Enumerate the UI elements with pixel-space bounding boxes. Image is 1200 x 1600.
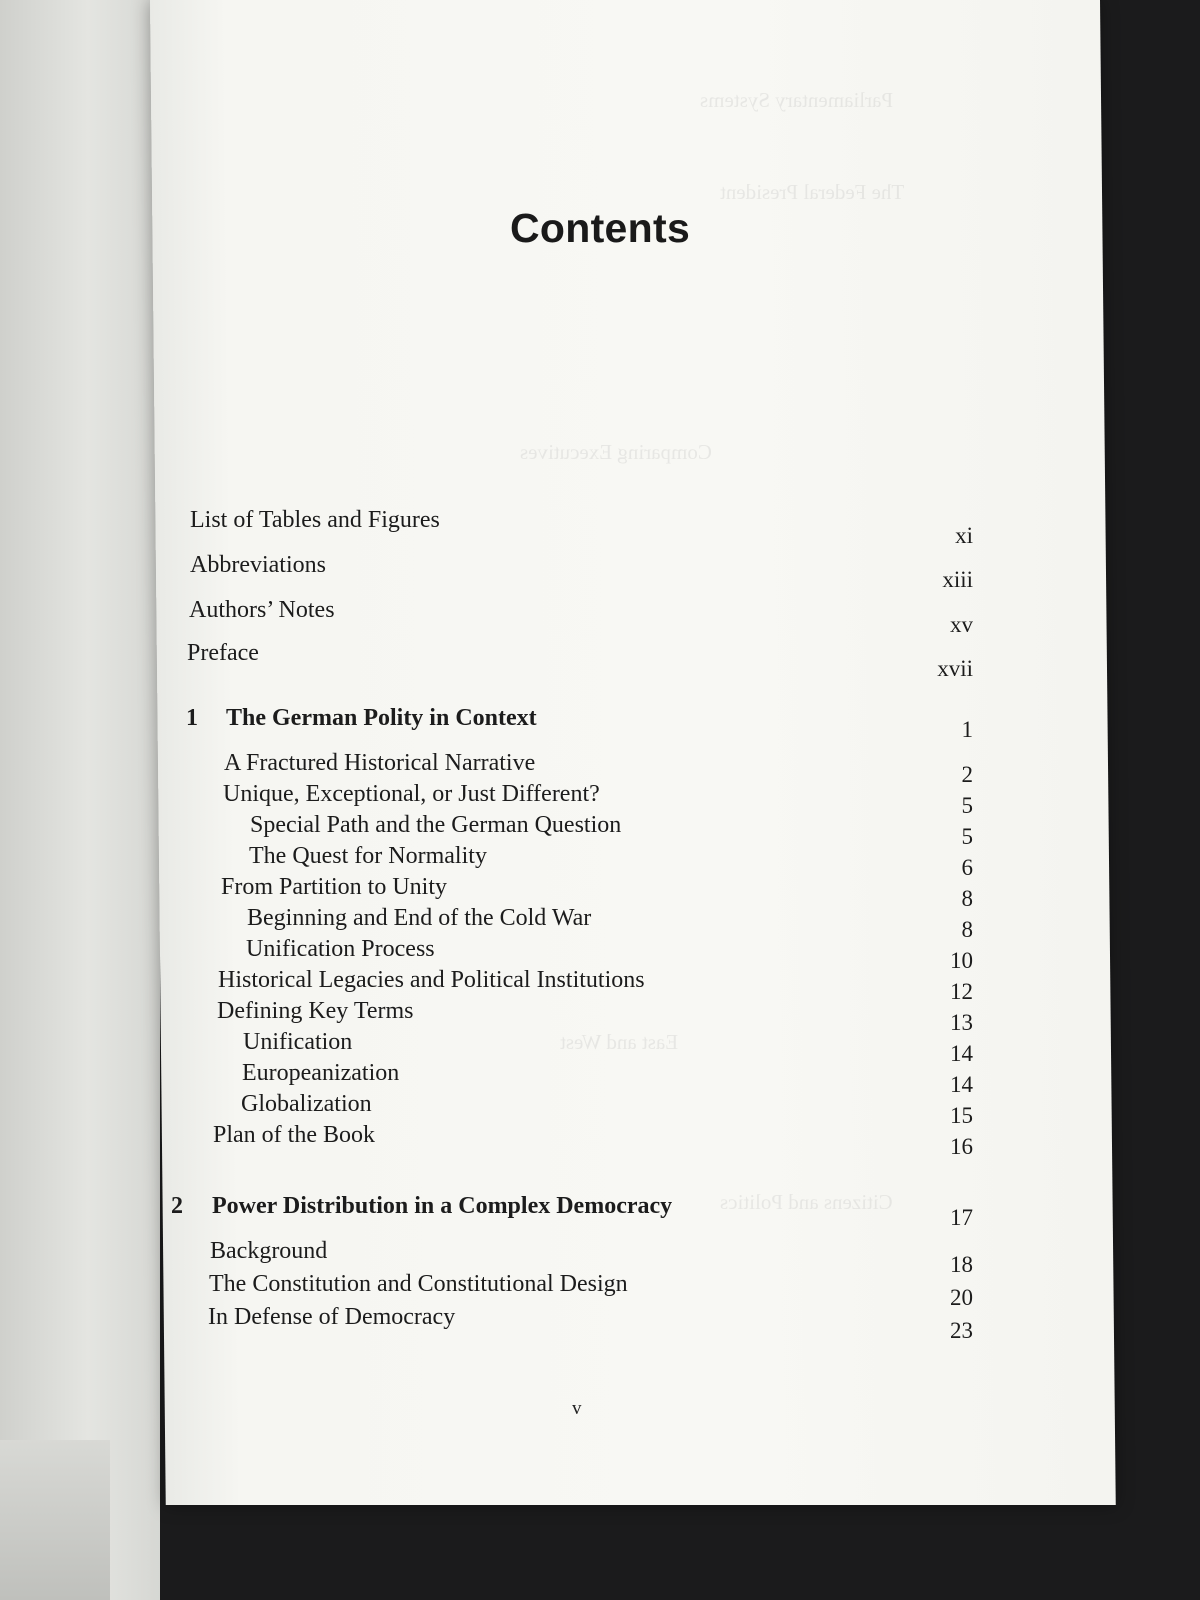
toc-entry-title: Unique, Exceptional, or Just Different? <box>223 781 600 807</box>
toc-entry-page: 12 <box>950 979 973 1004</box>
toc-entry-page: 2 <box>961 762 973 787</box>
toc-entry-title: Special Path and the German Question <box>250 812 622 838</box>
toc-entry-page: 5 <box>961 824 973 849</box>
toc-entry-title: Plan of the Book <box>213 1122 375 1148</box>
toc-entry-title: In Defense of Democracy <box>208 1304 456 1330</box>
toc-entry-page: 8 <box>961 917 973 942</box>
toc-entry-page: 18 <box>950 1252 973 1277</box>
chapter-number: 1 <box>186 705 198 731</box>
toc-entry-page: xi <box>955 523 973 548</box>
toc-entry-title: Globalization <box>241 1091 372 1117</box>
page-number: v <box>572 1398 582 1419</box>
toc-entry-page: 10 <box>950 948 973 973</box>
chapter-title: The German Polity in Context <box>226 705 537 731</box>
chapter-number: 2 <box>171 1193 183 1219</box>
toc-entry-title: Europeanization <box>242 1060 400 1086</box>
toc-entry-title: Preface <box>187 640 259 666</box>
chapter-title: Power Distribution in a Complex Democracy <box>212 1193 673 1219</box>
toc-entry-title: From Partition to Unity <box>221 874 448 900</box>
toc-entry-page: 5 <box>961 793 973 818</box>
page-title: Contents <box>510 205 691 251</box>
toc-entry-page: xiii <box>942 567 973 592</box>
toc-entry-title: A Fractured Historical Narrative <box>224 750 536 776</box>
toc-entry-page: 23 <box>950 1318 973 1343</box>
toc-entry-title: Unification Process <box>246 936 435 962</box>
toc-entry-page: 16 <box>950 1134 973 1159</box>
toc-entry-title: Defining Key Terms <box>217 998 414 1024</box>
toc-entry-page: 13 <box>950 1010 973 1035</box>
toc-entry-page: 14 <box>950 1072 973 1097</box>
toc-entry-page: 8 <box>961 886 973 911</box>
toc-entry-title: Abbreviations <box>190 552 326 578</box>
toc-entry-page: 1 <box>961 717 973 742</box>
toc-entry-page: xv <box>950 612 973 637</box>
toc-entry-title: Authors’ Notes <box>189 597 335 623</box>
toc-entry-page: 17 <box>950 1205 973 1230</box>
toc-entry-title: Beginning and End of the Cold War <box>247 905 592 931</box>
toc-entry-title: The Quest for Normality <box>249 843 487 869</box>
toc-entry-page: 20 <box>950 1285 973 1310</box>
toc-entry-title: Background <box>210 1238 328 1264</box>
toc-entry-page: 14 <box>950 1041 973 1066</box>
toc-entry-title: Historical Legacies and Political Institutions <box>218 967 645 993</box>
toc-entry-title: Unification <box>243 1029 353 1055</box>
toc-entry-page: xvii <box>937 656 973 681</box>
toc-entry-page: 15 <box>950 1103 973 1128</box>
toc-entry-title: List of Tables and Figures <box>190 507 440 533</box>
toc-entry-title: The Constitution and Constitutional Design <box>209 1271 628 1297</box>
toc-entry-page: 6 <box>961 855 973 880</box>
